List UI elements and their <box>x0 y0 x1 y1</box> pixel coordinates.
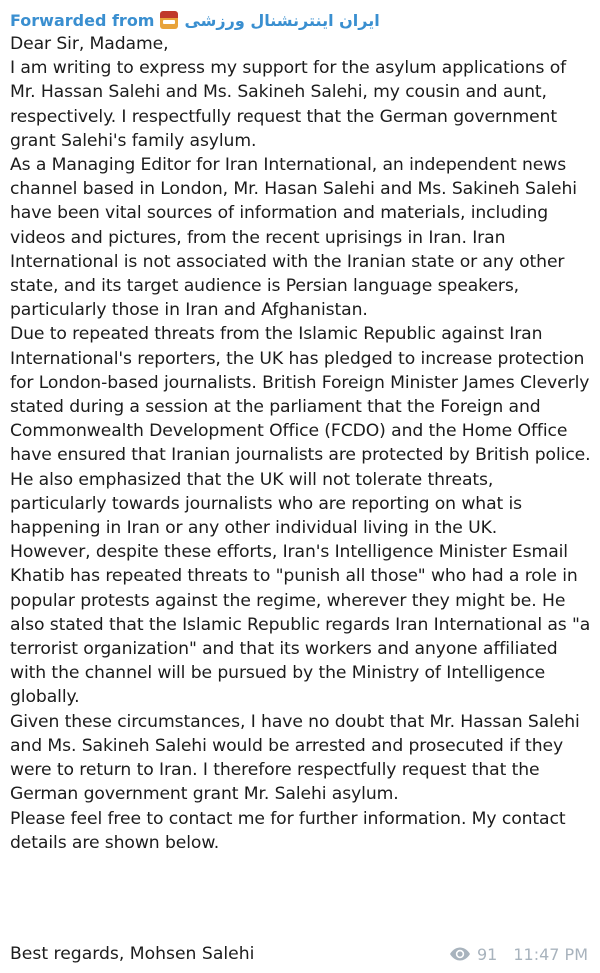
paragraph-2: As a Managing Editor for Iran International, an independent news channel based in London, Mr. Hasan Salehi and Ms. Sakineh Salehi have been vital sources of information and materials, including videos and pictures, from the recent uprisings in Iran. Iran International is not associated with the Iranian state or any other state, and its target audience is Persian language speakers, particularly those in Iran and Afghanistan. <box>10 155 577 321</box>
message-footer <box>10 939 588 969</box>
message-time: 11:47 PM <box>513 944 588 964</box>
message-body <box>10 32 592 855</box>
forward-header[interactable] <box>10 8 592 32</box>
eye-icon <box>449 947 471 961</box>
paragraph-3: Due to repeated threats from the Islamic Republic against Iran International's reporters, the UK has pledged to increase protection for London-based journalists. British Foreign Minister James Cleverly stated during a session at the parliament that the Foreign and Commonwealth Development Office (FCDO) and the Home Office have ensured that Iranian journalists are protected by British police. He also emphasized that the UK will not tolerate threats, particularly towards journalists who are reporting on what is happening in Iran or any other individual living in the UK. <box>10 324 591 539</box>
channel-name-link[interactable]: ایران اینترنشنال ورزشی <box>184 10 380 30</box>
salutation: Dear Sir, Madame, <box>10 34 169 54</box>
view-count: 91 <box>476 944 498 964</box>
message-meta <box>449 945 588 964</box>
paragraph-1: I am writing to express my support for the asylum applications of Mr. Hassan Salehi and Ms. Sakineh Salehi, my cousin and aunt, respectively. I respectfully request that the German government grant Salehi's family asylum. <box>10 58 567 151</box>
paragraph-6: Please feel free to contact me for further information. My contact details are shown below. <box>10 808 566 853</box>
channel-logo-icon[interactable] <box>160 11 178 29</box>
paragraph-5: Given these circumstances, I have no doubt that Mr. Hassan Salehi and Ms. Sakineh Salehi would be arrested and prosecuted if they were to return to Iran. I therefore respectfully request that the German government grant Mr. Salehi asylum. <box>10 711 580 805</box>
forwarded-label: Forwarded from <box>10 10 155 30</box>
signature: Best regards, Mohsen Salehi <box>10 944 255 964</box>
paragraph-4: However, despite these efforts, Iran's Intelligence Minister Esmail Khatib has repeated threats to "punish all those" who had a role in popular protests against the regime, wherever they might be. He also stated that the Islamic Republic regards Iran International as "a terrorist organization" and that its workers and anyone affiliated with the channel will be pursued by the Ministry of Intelligence globally. <box>10 542 591 708</box>
